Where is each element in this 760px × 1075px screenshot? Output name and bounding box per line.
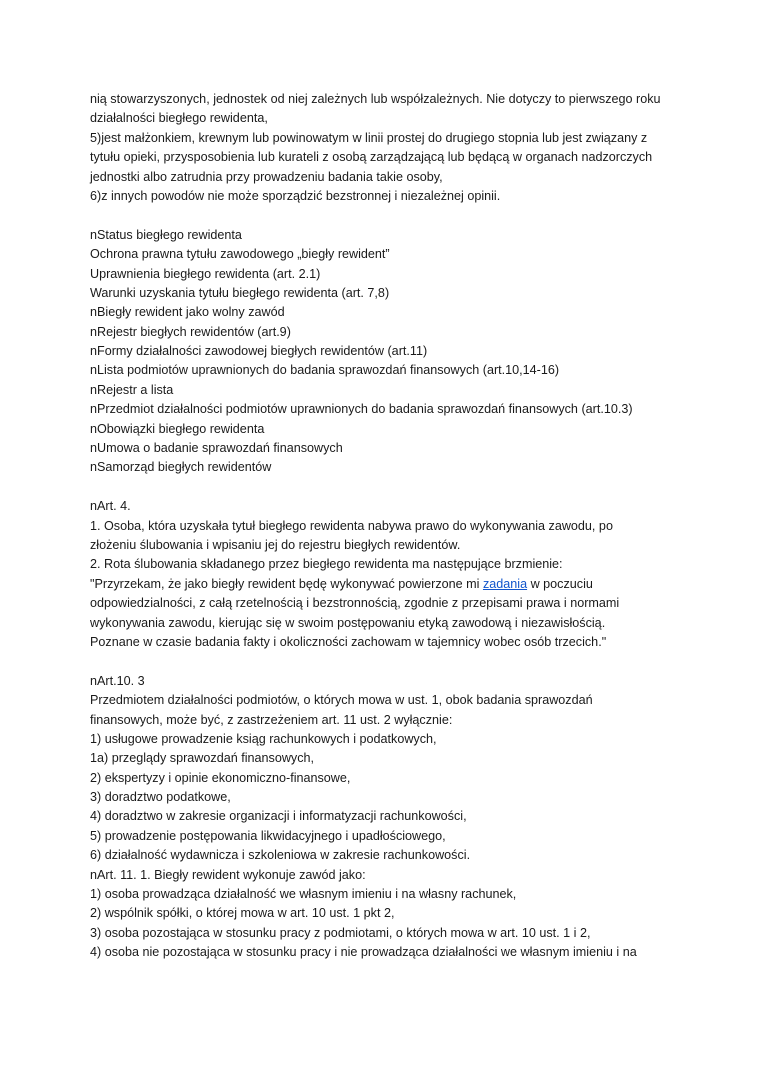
- article-10-11-section: [90, 672, 690, 963]
- topic-item: nPrzedmiot działalności podmiotów uprawnionych do badania sprawozdań finansowych (art.10.3): [90, 402, 633, 417]
- article-heading: nArt.10. 3: [90, 673, 145, 688]
- text-line: wykonywania zawodu, kierując się w swoim postępowaniu etyką zawodową i niezawisłością.: [90, 615, 606, 630]
- list-item: 6) działalność wydawnicza i szkoleniowa w zakresie rachunkowości.: [90, 848, 471, 863]
- topic-list: [90, 226, 690, 478]
- list-item: 2) wspólnik spółki, o której mowa w art. 10 ust. 1 pkt 2,: [90, 906, 395, 921]
- oath-text-end: w poczuciu: [527, 576, 593, 591]
- text-line: jednostki albo zatrudnia przy prowadzeniu badania takie osoby,: [90, 169, 443, 184]
- topic-item: Warunki uzyskania tytułu biegłego rewidenta (art. 7,8): [90, 285, 390, 300]
- topic-item: Uprawnienia biegłego rewidenta (art. 2.1): [90, 266, 321, 281]
- article-heading: nArt. 11. 1. Biegły rewident wykonuje zawód jako:: [90, 867, 366, 882]
- paragraph-gap: [90, 652, 690, 671]
- topic-item: nRejestr biegłych rewidentów (art.9): [90, 324, 291, 339]
- topic-item: nSamorząd biegłych rewidentów: [90, 460, 272, 475]
- topic-item: nUmowa o badanie sprawozdań finansowych: [90, 441, 343, 456]
- article-4-section: [90, 497, 690, 652]
- list-item: 1) osoba prowadząca działalność we własnym imieniu i na własny rachunek,: [90, 887, 517, 902]
- list-item: 3) osoba pozostająca w stosunku pracy z podmiotami, o których mowa w art. 10 ust. 1 i 2,: [90, 925, 591, 940]
- zadania-link[interactable]: zadania: [482, 576, 528, 591]
- list-item: 5) prowadzenie postępowania likwidacyjnego i upadłościowego,: [90, 828, 446, 843]
- topic-item: nObowiązki biegłego rewidenta: [90, 421, 265, 436]
- text-line: nią stowarzyszonych, jednostek od niej zależnych lub współzależnych. Nie dotyczy to pierwszego roku: [90, 92, 661, 106]
- oath-line: [90, 575, 690, 594]
- text-line: odpowiedzialności, z całą rzetelnością i bezstronnością, zgodnie z przepisami prawa i normami: [90, 596, 620, 611]
- list-item: 4) osoba nie pozostająca w stosunku pracy i nie prowadząca działalności we własnym imieniu i na: [90, 945, 637, 960]
- topic-item: nBiegły rewident jako wolny zawód: [90, 305, 285, 320]
- text-line: tytułu opieki, przysposobienia lub kurateli z osobą zarządzającą lub będącą w organach nadzorczych: [90, 150, 653, 165]
- list-item: 4) doradztwo w zakresie organizacji i informatyzacji rachunkowości,: [90, 809, 467, 824]
- text-line: 6)z innych powodów nie może sporządzić bezstronnej i niezależnej opinii.: [90, 188, 501, 203]
- topic-item: Ochrona prawna tytułu zawodowego „biegły rewident”: [90, 247, 390, 262]
- text-line: 5)jest małżonkiem, krewnym lub powinowatym w linii prostej do drugiego stopnia lub jest związany z: [90, 130, 648, 145]
- text-line: złożeniu ślubowania i wpisaniu jej do rejestru biegłych rewidentów.: [90, 537, 461, 552]
- paragraph-auditor-exclusions: [90, 90, 690, 206]
- text-line: Poznane w czasie badania fakty i okoliczności zachowam w tajemnicy wobec osób trzecich.": [90, 634, 607, 649]
- article-heading: nArt. 4.: [90, 499, 131, 514]
- topic-item: nRejestr a lista: [90, 382, 174, 397]
- list-item: 2) ekspertyzy i opinie ekonomiczno-finansowe,: [90, 770, 351, 785]
- topic-item: nLista podmiotów uprawnionych do badania sprawozdań finansowych (art.10,14-16): [90, 363, 560, 378]
- text-line: 1. Osoba, która uzyskała tytuł biegłego rewidenta nabywa prawo do wykonywania zawodu, po: [90, 518, 613, 533]
- topic-item: nFormy działalności zawodowej biegłych rewidentów (art.11): [90, 344, 428, 359]
- list-item: 1a) przeglądy sprawozdań finansowych,: [90, 751, 315, 766]
- paragraph-gap: [90, 206, 690, 225]
- text-line: działalności biegłego rewidenta,: [90, 111, 268, 126]
- list-item: 1) usługowe prowadzenie ksiąg rachunkowych i podatkowych,: [90, 731, 437, 746]
- document-page: [90, 90, 690, 963]
- oath-text-start: "Przyrzekam, że jako biegły rewident będę wykonywać powierzone mi: [90, 576, 483, 591]
- paragraph-gap: [90, 478, 690, 497]
- topic-item: nStatus biegłego rewidenta: [90, 227, 242, 242]
- text-line: Przedmiotem działalności podmiotów, o których mowa w ust. 1, obok badania sprawozdań: [90, 693, 593, 708]
- list-item: 3) doradztwo podatkowe,: [90, 790, 231, 805]
- text-line: finansowych, może być, z zastrzeżeniem art. 11 ust. 2 wyłącznie:: [90, 712, 453, 727]
- text-line: 2. Rota ślubowania składanego przez biegłego rewidenta ma następujące brzmienie:: [90, 557, 563, 572]
